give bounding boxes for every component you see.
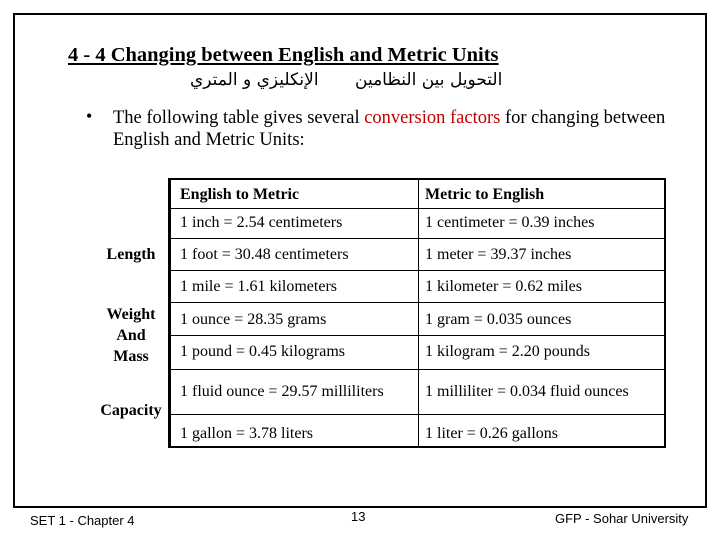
table-cell: 1 pound = 0.45 kilograms — [180, 343, 346, 360]
table-cell: 1 centimeter = 0.39 inches — [425, 214, 595, 231]
group-divider — [171, 302, 666, 303]
slide-title: 4 - 4 Changing between English and Metric Units — [68, 44, 499, 66]
bullet-text-before: The following table gives several — [113, 108, 365, 128]
table-cell: 1 meter = 39.37 inches — [425, 246, 572, 263]
col-header-english-to-metric: English to Metric — [180, 186, 300, 203]
table-cell: 1 gallon = 3.78 liters — [180, 425, 314, 442]
table-cell: 1 kilometer = 0.62 miles — [425, 278, 582, 295]
group-label-and: And — [116, 327, 146, 344]
row-divider — [171, 335, 666, 336]
row-divider — [171, 270, 666, 271]
group-label-length: Length — [106, 246, 156, 263]
row-divider — [171, 238, 666, 239]
table-cell: 1 foot = 30.48 centimeters — [180, 246, 349, 263]
footer-right: GFP - Sohar University — [555, 511, 689, 526]
bullet-text — [113, 107, 673, 151]
table-cell: 1 ounce = 28.35 grams — [180, 311, 327, 328]
table-cell: 1 inch = 2.54 centimeters — [180, 214, 343, 231]
row-divider — [171, 414, 666, 415]
table-cell: 1 milliliter = 0.034 fluid ounces — [425, 383, 629, 400]
table-cell: 1 mile = 1.61 kilometers — [180, 278, 337, 295]
group-label-mass: Mass — [113, 348, 149, 365]
col-header-metric-to-english: Metric to English — [425, 186, 545, 203]
table-cell: 1 kilogram = 2.20 pounds — [425, 343, 591, 360]
bullet-icon: • — [86, 106, 93, 126]
table-cell: 1 gram = 0.035 ounces — [425, 311, 572, 328]
bullet-text-after: for changing between English and Metric Units: — [113, 108, 666, 150]
header-divider — [171, 208, 666, 209]
column-divider — [418, 178, 419, 448]
footer-left: SET 1 - Chapter 4 — [30, 513, 135, 528]
arabic-subtitle-part1: التحويل بين النظامين — [355, 70, 503, 90]
group-label-weight: Weight — [106, 306, 156, 323]
table-cell: 1 liter = 0.26 gallons — [425, 425, 559, 442]
page-number: 13 — [351, 509, 366, 524]
arabic-subtitle-part2: الإنكليزي و المتري — [190, 70, 319, 90]
bullet-text-highlight: conversion factors — [364, 108, 501, 128]
group-label-capacity: Capacity — [100, 402, 162, 419]
group-divider — [171, 369, 666, 370]
table-cell: 1 fluid ounce = 29.57 milliliters — [180, 383, 384, 400]
